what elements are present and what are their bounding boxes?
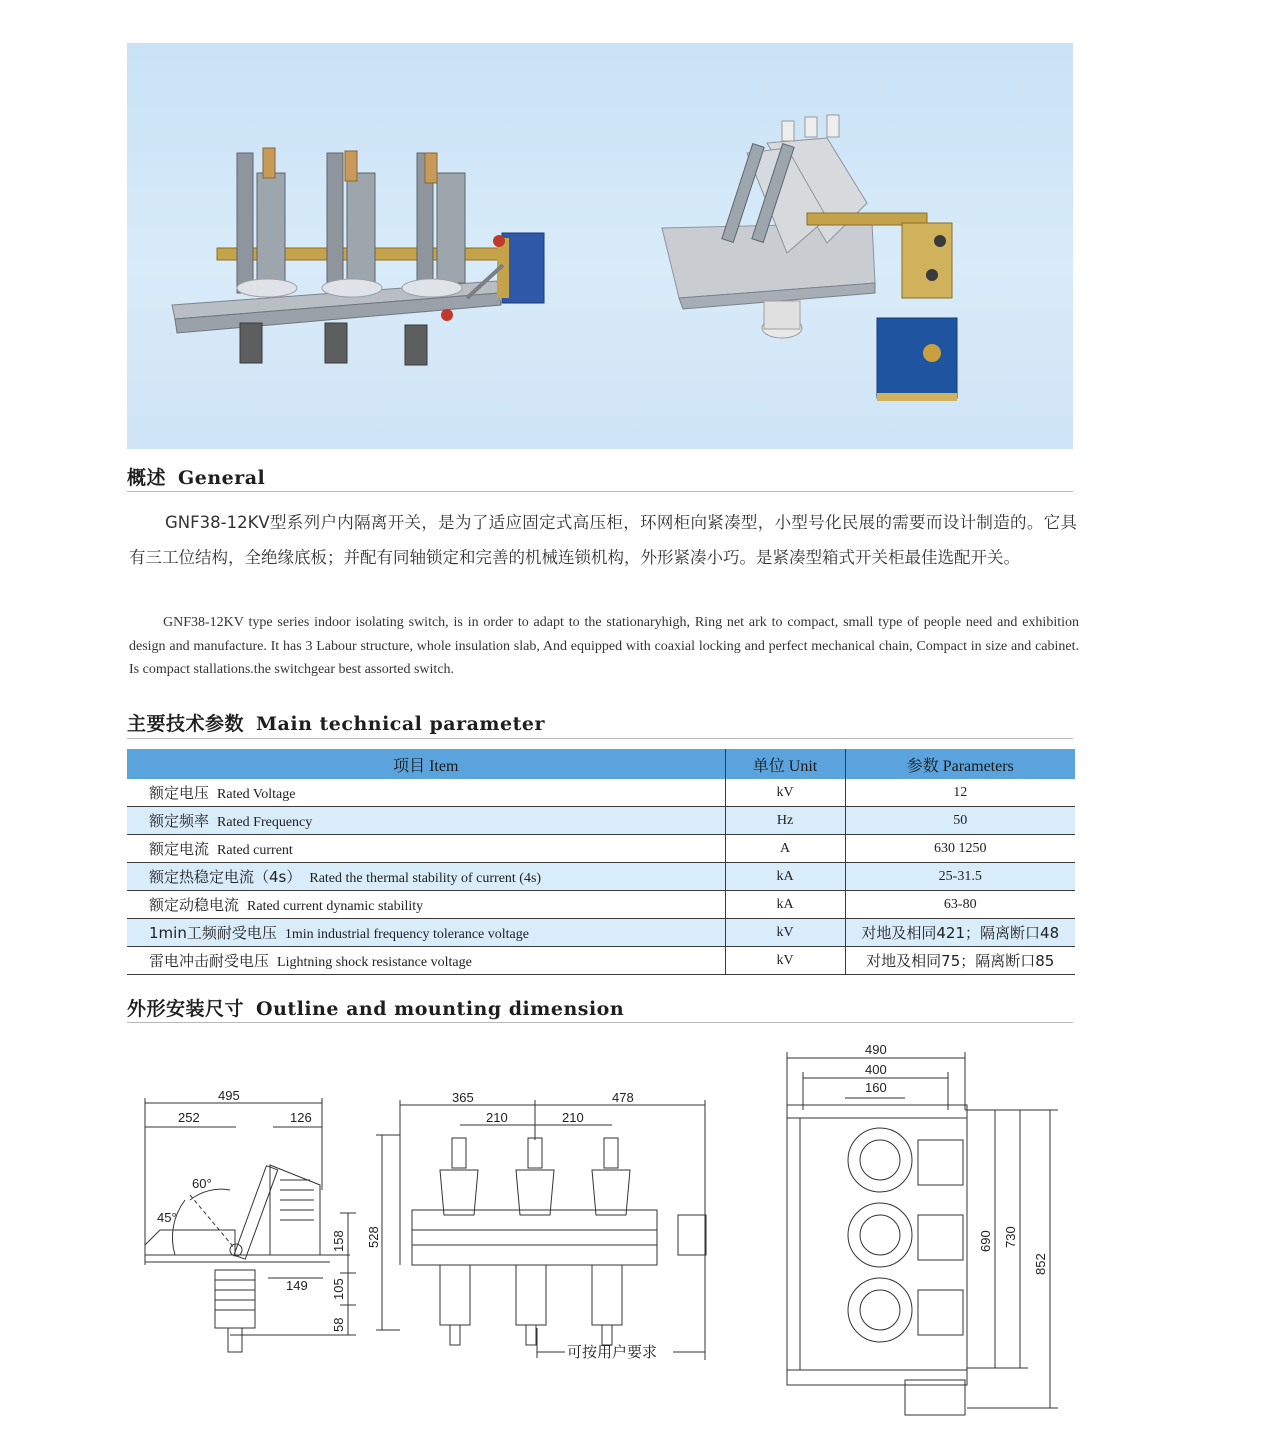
- dim-label: 478: [612, 1090, 634, 1105]
- item-cell: 额定动稳电流 Rated current dynamic stability: [127, 891, 725, 919]
- unit-cell: kV: [725, 947, 845, 975]
- dim-label: 252: [178, 1110, 200, 1125]
- pole-1: [848, 1128, 963, 1192]
- custom-note: 可按用户要求: [567, 1343, 658, 1361]
- unit-cell: Hz: [725, 807, 845, 835]
- dim-label: 158: [331, 1230, 346, 1252]
- divider: [127, 738, 1073, 739]
- item-cell: 雷电冲击耐受电压 Lightning shock resistance voltage: [127, 947, 725, 975]
- left-switch-graphic: [172, 148, 544, 365]
- table-row: [127, 891, 1075, 919]
- unit-cell: kV: [725, 779, 845, 807]
- product-photo: [127, 43, 1073, 449]
- dimension-drawings: [0, 1030, 1280, 1430]
- value-cell: 对地及相同421；隔离断口48: [845, 919, 1075, 947]
- dim-label: 528: [366, 1226, 381, 1248]
- params-table: [127, 749, 1075, 975]
- general-text-cn: GNF38-12KV型系列户内隔离开关，是为了适应固定式高压柜，环网柜向紧凑型，小型号化民展的需要而设计制造的。它具有三工位结构，全绝缘底板；并配有同轴锁定和完善的机械连锁机构，外形紧凑小巧。是紧凑型箱式开关柜最佳选配开关。: [129, 513, 1077, 567]
- table-row: [127, 919, 1075, 947]
- divider: [127, 1022, 1073, 1023]
- table-row: [127, 835, 1075, 863]
- general-text-en: GNF38-12KV type series indoor isolating switch, is in order to adapt to the stationaryhigh, Ring net ark to compact, small type of people need and exhibition design and manufacture. It has 3 Labour structure, whole insulation slab, And equipped with coaxial locking and perfect mechanical chain, Compact in size and cabinet. Is compact stallations.the switchgear best assorted switch.: [129, 615, 1079, 677]
- divider: [127, 491, 1073, 492]
- item-cell: 额定频率 Rated Frequency: [127, 807, 725, 835]
- dim-label: 690: [978, 1230, 993, 1252]
- dim-label: 400: [865, 1062, 887, 1077]
- table-row: [127, 947, 1075, 975]
- header-item: 项目 Item: [127, 749, 725, 779]
- unit-cell: A: [725, 835, 845, 863]
- dim-label: 210: [486, 1110, 508, 1125]
- value-cell: 对地及相同75；隔离断口85: [845, 947, 1075, 975]
- dim-label: 126: [290, 1110, 312, 1125]
- phase-3: [592, 1138, 630, 1345]
- unit-cell: kV: [725, 919, 845, 947]
- item-cell: 1min工频耐受电压 1min industrial frequency tolerance voltage: [127, 919, 725, 947]
- item-cell: 额定电压 Rated Voltage: [127, 779, 725, 807]
- dim-label: 365: [452, 1090, 474, 1105]
- table-row: [127, 779, 1075, 807]
- table-header-row: [127, 749, 1075, 779]
- value-cell: 25-31.5: [845, 863, 1075, 891]
- front-view-drawing: [376, 1100, 706, 1360]
- pole-3: [848, 1278, 963, 1342]
- phase-2: [516, 1138, 554, 1345]
- value-cell: 63-80: [845, 891, 1075, 919]
- outline-heading: 外形安装尺寸 Outline and mounting dimension: [127, 998, 625, 1020]
- table-row: [127, 863, 1075, 891]
- unit-cell: kA: [725, 863, 845, 891]
- right-switch-graphic: [662, 115, 957, 401]
- dim-label: 490: [865, 1042, 887, 1057]
- dim-label: 210: [562, 1110, 584, 1125]
- side-view-drawing: [145, 1098, 356, 1352]
- item-cell: 额定热稳定电流（4s） Rated the thermal stability of current (4s): [127, 863, 725, 891]
- dim-label: 105: [331, 1278, 346, 1300]
- dim-label: 852: [1033, 1253, 1048, 1275]
- value-cell: 12: [845, 779, 1075, 807]
- general-heading: 概述 General: [127, 467, 266, 489]
- header-parameters: 参数 Parameters: [845, 749, 1075, 779]
- phase-1: [440, 1138, 478, 1345]
- value-cell: 630 1250: [845, 835, 1075, 863]
- pole-2: [848, 1203, 963, 1267]
- header-unit: 单位 Unit: [725, 749, 845, 779]
- switch-illustration: [127, 43, 1073, 449]
- dim-label: 730: [1003, 1226, 1018, 1248]
- dim-label: 495: [218, 1088, 240, 1103]
- dim-label: 160: [865, 1080, 887, 1095]
- unit-cell: kA: [725, 891, 845, 919]
- params-heading: 主要技术参数 Main technical parameter: [127, 713, 545, 735]
- table-row: [127, 807, 1075, 835]
- dim-label: 58: [331, 1317, 346, 1332]
- dim-label: 45°: [157, 1210, 177, 1225]
- dim-label: 149: [286, 1278, 308, 1293]
- value-cell: 50: [845, 807, 1075, 835]
- item-cell: 额定电流 Rated current: [127, 835, 725, 863]
- dim-label: 60°: [192, 1176, 212, 1191]
